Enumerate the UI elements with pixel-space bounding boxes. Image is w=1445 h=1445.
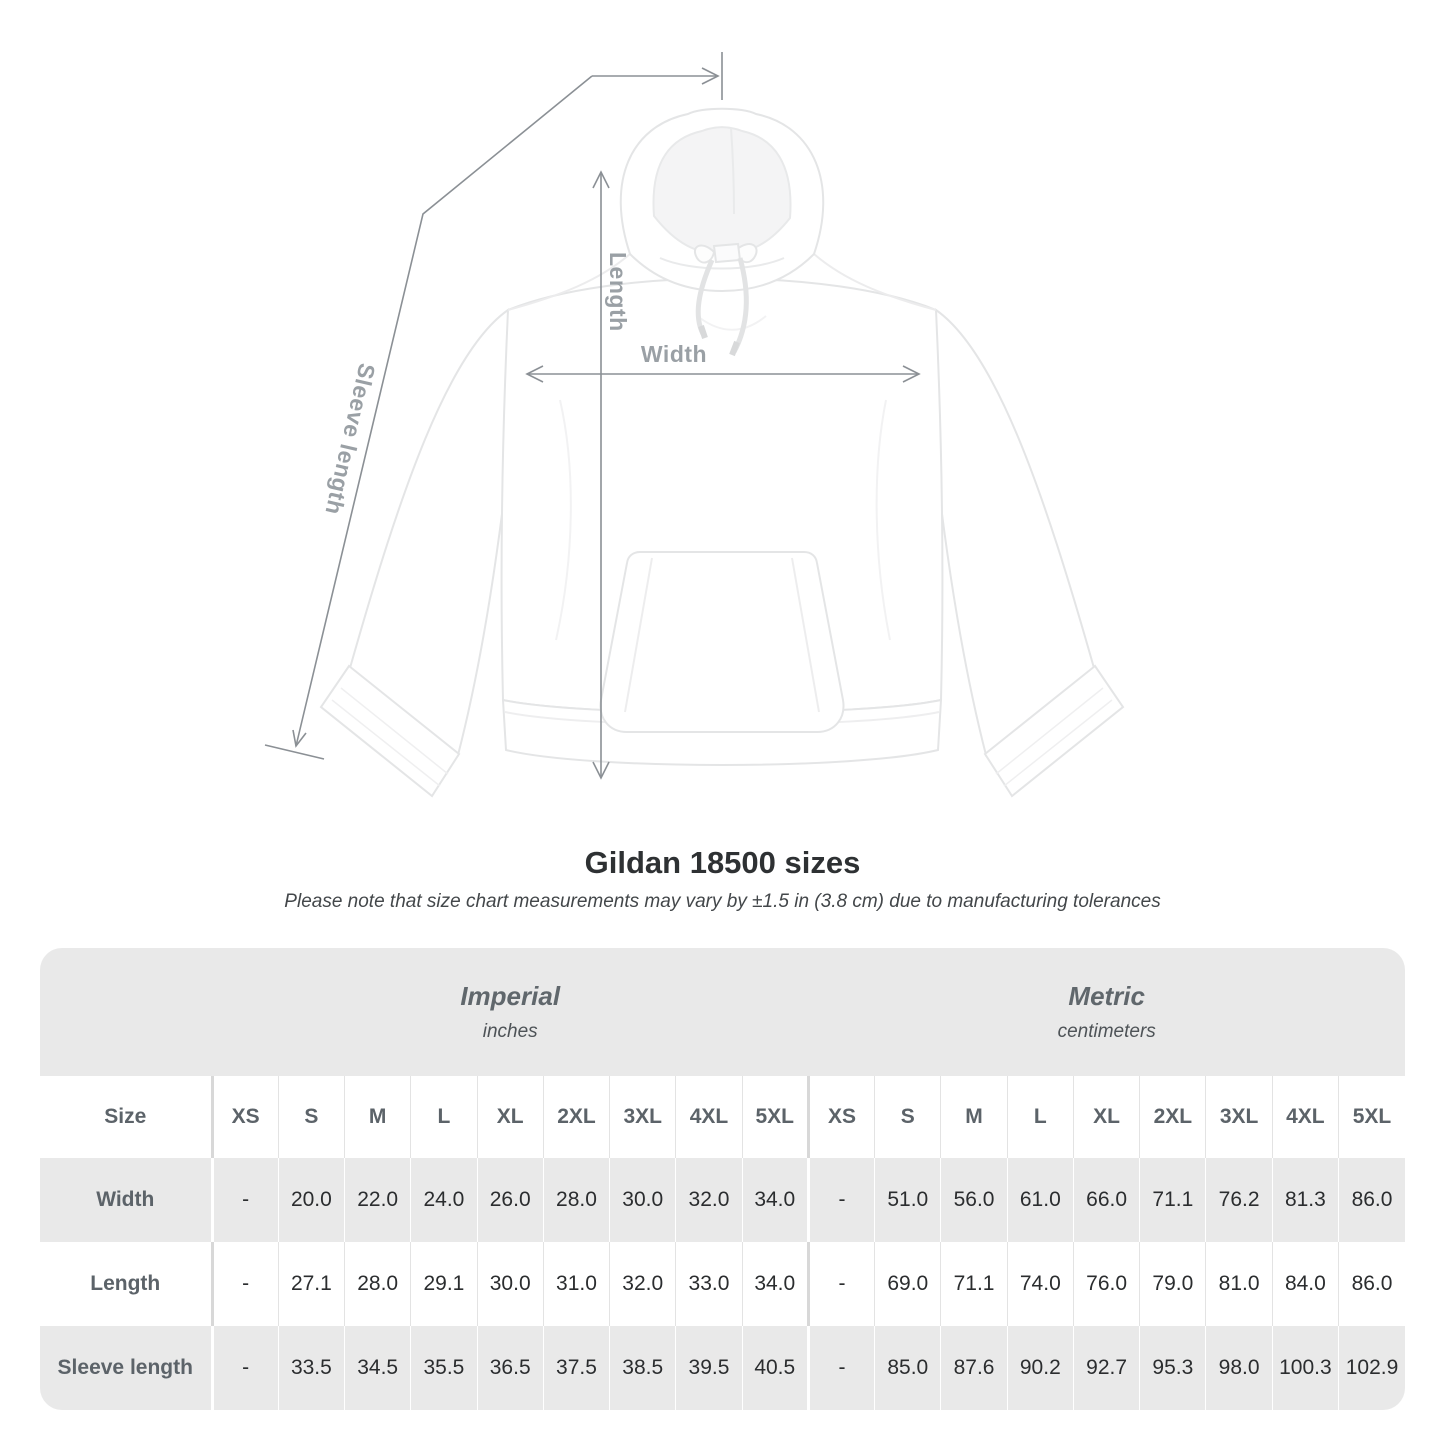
size-header-cell: 4XL <box>1272 1076 1338 1158</box>
size-header-cell: 2XL <box>1140 1076 1206 1158</box>
value-cell: 30.0 <box>610 1158 676 1242</box>
value-cell: 35.5 <box>411 1326 477 1410</box>
value-cell: 30.0 <box>477 1242 543 1326</box>
heading-block <box>0 846 1445 913</box>
size-header-cell: 3XL <box>610 1076 676 1158</box>
value-cell: 29.1 <box>411 1242 477 1326</box>
imperial-header <box>212 948 808 1076</box>
imperial-label: Imperial <box>460 981 561 1011</box>
value-cell: 98.0 <box>1206 1326 1272 1410</box>
imperial-unit: inches <box>482 1021 538 1042</box>
value-cell: 34.0 <box>742 1242 808 1326</box>
size-header-cell: XS <box>212 1076 278 1158</box>
value-cell: 31.0 <box>543 1242 609 1326</box>
sleeve-length-measure-label: Sleeve length <box>320 360 381 518</box>
size-table <box>40 948 1405 1410</box>
unit-header-row <box>40 948 1405 1076</box>
size-header-cell: S <box>875 1076 941 1158</box>
size-header-cell: XL <box>1073 1076 1139 1158</box>
value-cell: 34.5 <box>345 1326 411 1410</box>
value-cell: 76.2 <box>1206 1158 1272 1242</box>
value-cell: 40.5 <box>742 1326 808 1410</box>
metric-label: Metric <box>1068 981 1145 1011</box>
value-cell: 74.0 <box>1007 1242 1073 1326</box>
value-cell: 33.0 <box>676 1242 742 1326</box>
value-cell: 84.0 <box>1272 1242 1338 1326</box>
value-cell: 92.7 <box>1073 1326 1139 1410</box>
value-cell: 22.0 <box>345 1158 411 1242</box>
value-cell: 27.1 <box>278 1242 344 1326</box>
value-cell: - <box>808 1242 874 1326</box>
value-cell: 39.5 <box>676 1326 742 1410</box>
unit-header-corner <box>40 948 212 1076</box>
value-cell: 20.0 <box>278 1158 344 1242</box>
size-header-cell: 3XL <box>1206 1076 1272 1158</box>
length-row <box>40 1242 1405 1326</box>
size-header-cell: L <box>411 1076 477 1158</box>
value-cell: - <box>212 1242 278 1326</box>
value-cell: 90.2 <box>1007 1326 1073 1410</box>
value-cell: 32.0 <box>676 1158 742 1242</box>
value-cell: 87.6 <box>941 1326 1007 1410</box>
row-label: Width <box>96 1188 155 1211</box>
value-cell: 81.3 <box>1272 1158 1338 1242</box>
hoodie-illustration <box>321 109 1123 796</box>
row-label: Sleeve length <box>57 1356 193 1379</box>
metric-unit: centimeters <box>1057 1021 1156 1042</box>
value-cell: 61.0 <box>1007 1158 1073 1242</box>
value-cell: 71.1 <box>941 1242 1007 1326</box>
value-cell: 79.0 <box>1140 1242 1206 1326</box>
width-measure-label: Width <box>640 341 708 367</box>
size-header-row <box>40 1076 1405 1158</box>
sleeve-length-row <box>40 1326 1405 1410</box>
value-cell: 56.0 <box>941 1158 1007 1242</box>
size-header-cell: 5XL <box>1339 1076 1405 1158</box>
value-cell: 86.0 <box>1339 1242 1405 1326</box>
size-header-cell: M <box>345 1076 411 1158</box>
size-header-cell: 4XL <box>676 1076 742 1158</box>
value-cell: 76.0 <box>1073 1242 1139 1326</box>
value-cell: 81.0 <box>1206 1242 1272 1326</box>
value-cell: 71.1 <box>1140 1158 1206 1242</box>
value-cell: 85.0 <box>875 1326 941 1410</box>
value-cell: 95.3 <box>1140 1326 1206 1410</box>
size-header-cell: 5XL <box>742 1076 808 1158</box>
size-header-cell: XS <box>808 1076 874 1158</box>
size-table-card <box>40 948 1405 1410</box>
value-cell: - <box>212 1158 278 1242</box>
size-corner-label: Size <box>104 1105 147 1128</box>
row-label: Length <box>90 1272 161 1295</box>
value-cell: 51.0 <box>875 1158 941 1242</box>
size-header-cell: M <box>941 1076 1007 1158</box>
value-cell: - <box>212 1326 278 1410</box>
value-cell: 26.0 <box>477 1158 543 1242</box>
value-cell: 37.5 <box>543 1326 609 1410</box>
value-cell: 28.0 <box>345 1242 411 1326</box>
value-cell: 102.9 <box>1339 1326 1405 1410</box>
size-header-cell: S <box>278 1076 344 1158</box>
value-cell: 69.0 <box>875 1242 941 1326</box>
size-header-cell: 2XL <box>543 1076 609 1158</box>
value-cell: - <box>808 1326 874 1410</box>
length-measure-label: Length <box>605 252 631 332</box>
value-cell: - <box>808 1158 874 1242</box>
hoodie-hood-lining <box>653 127 790 254</box>
page-title: Gildan 18500 sizes <box>584 845 861 880</box>
size-header-cell: L <box>1007 1076 1073 1158</box>
value-cell: 100.3 <box>1272 1326 1338 1410</box>
value-cell: 34.0 <box>742 1158 808 1242</box>
value-cell: 66.0 <box>1073 1158 1139 1242</box>
value-cell: 38.5 <box>610 1326 676 1410</box>
tolerance-note: Please note that size chart measurements may vary by ±1.5 in (3.8 cm) due to manufacturing tolerances <box>284 891 1161 912</box>
width-row <box>40 1158 1405 1242</box>
value-cell: 32.0 <box>610 1242 676 1326</box>
value-cell: 33.5 <box>278 1326 344 1410</box>
size-header-cell: XL <box>477 1076 543 1158</box>
value-cell: 36.5 <box>477 1326 543 1410</box>
value-cell: 24.0 <box>411 1158 477 1242</box>
value-cell: 28.0 <box>543 1158 609 1242</box>
metric-header <box>808 948 1405 1076</box>
value-cell: 86.0 <box>1339 1158 1405 1242</box>
